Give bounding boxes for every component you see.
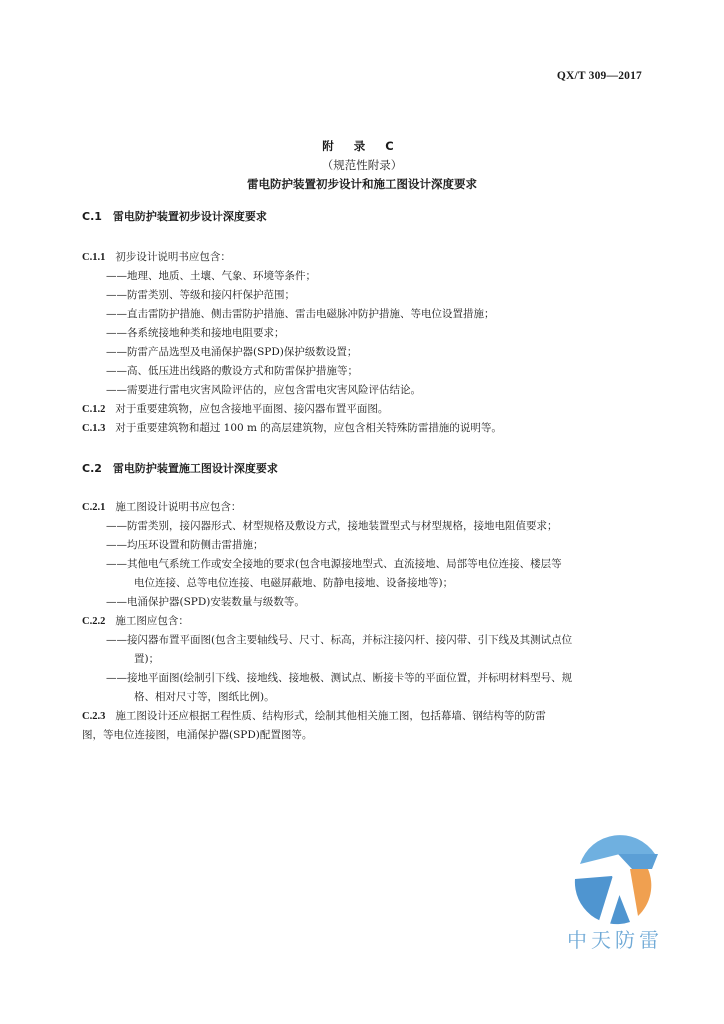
clause-number: C.1.3: [82, 423, 106, 434]
section-heading-c2: C.2 雷电防护装置施工图设计深度要求: [82, 462, 278, 475]
annex-title: 雷电防护装置初步设计和施工图设计深度要求: [247, 177, 477, 191]
annex-label: 附 录 C: [322, 139, 402, 153]
clause-c13: [82, 419, 652, 438]
clause-text: 对于重要建筑物，应包含接地平面图、接闪器布置平面图。: [115, 403, 389, 415]
list-item: ——防雷类别，接闪器形式、材型规格及敷设方式，接地装置型式与材型规格，接地电阻值要求；: [106, 520, 558, 532]
clause-number: C.1.2: [82, 404, 106, 415]
clause-text: 初步设计说明书应包含：: [115, 251, 231, 263]
list-item: ——各系统接地种类和接地电阻要求；: [106, 327, 285, 339]
clause-c21: [82, 498, 652, 517]
list-item-continuation: 电位连接、总等电位连接、电磁屏蔽地、防静电接地、设备接地等)；: [134, 577, 454, 589]
list-item: ——高、低压进出线路的敷设方式和防雷保护措施等；: [106, 365, 358, 377]
list-item: ——地理、地质、土壤、气象、环境等条件；: [106, 270, 316, 282]
list-item: ——均压环设置和防侧击雷措施；: [106, 539, 264, 551]
list-item: ——其他电气系统工作或安全接地的要求(包含电源接地型式、直流接地、局部等电位连接、楼层等: [106, 558, 562, 570]
clause-c11: [82, 248, 652, 267]
clause-c23-continuation: 图，等电位连接图，电涌保护器(SPD)配置图等。: [82, 729, 313, 741]
list-item: ——电涌保护器(SPD)安装数量与级数等。: [106, 596, 305, 608]
clause-number: C.1.1: [82, 252, 106, 263]
list-item: ——直击雷防护措施、侧击雷防护措施、雷击电磁脉冲防护措施、等电位设置措施；: [106, 308, 495, 320]
list-item: ——防雷类别、等级和接闪杆保护范围；: [106, 289, 295, 301]
list-item-continuation: 置)；: [134, 653, 160, 665]
list-item: ——需要进行雷电灾害风险评估的，应包含雷电灾害风险评估结论。: [106, 384, 421, 396]
clause-number: C.2.3: [82, 711, 106, 722]
list-item: ——接闪器布置平面图(包含主要轴线号、尺寸、标高，并标注接闪杆、接闪带、引下线及其测试点位: [106, 634, 573, 646]
clause-text: 施工图设计还应根据工程性质、结构形式，绘制其他相关施工图，包括幕墙、钢结构等的防雷: [115, 710, 546, 722]
clause-c12: [82, 400, 652, 419]
list-item: ——接地平面图(绘制引下线、接地线、接地极、测试点、断接卡等的平面位置，并标明材料型号、规: [106, 672, 573, 684]
clause-number: C.2.1: [82, 502, 106, 513]
watermark-text: 中天防雷: [567, 928, 663, 952]
clause-text: 施工图设计说明书应包含：: [115, 501, 242, 513]
standard-code: QX/T 309—2017: [556, 70, 642, 82]
clause-text: 对于重要建筑物和超过 100 m 的高层建筑物，应包含相关特殊防雷措施的说明等。: [115, 422, 502, 434]
clause-number: C.2.2: [82, 616, 106, 627]
section-heading-c1: C.1 雷电防护装置初步设计深度要求: [82, 210, 267, 223]
annex-type: （规范性附录）: [321, 158, 403, 172]
clause-c23: [82, 707, 652, 726]
list-item: ——防雷产品选型及电涌保护器(SPD)保护级数设置；: [106, 346, 358, 358]
list-item-continuation: 格、相对尺寸等，图纸比例)。: [134, 691, 275, 703]
clause-text: 施工图应包含：: [115, 615, 189, 627]
clause-c22: [82, 612, 652, 631]
